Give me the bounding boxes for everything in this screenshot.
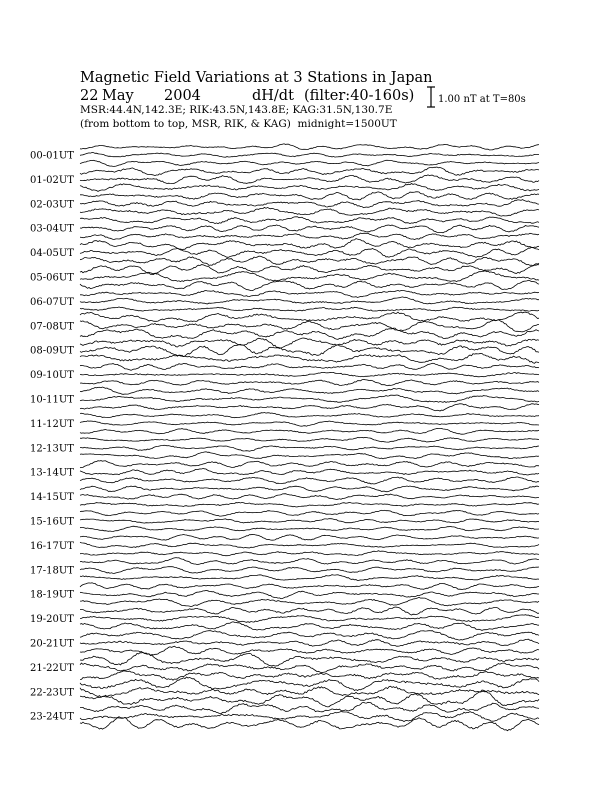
hour-row [30,677,539,707]
station-trace [80,144,539,150]
station-trace [80,387,539,394]
hour-label: 09-10UT [30,370,74,382]
station-trace [80,558,539,565]
scale-bar-label: 1.00 nT at T=80s [438,94,526,105]
hour-label: 18-19UT [30,589,74,601]
hour-label: 22-23UT [30,687,74,699]
station-trace [80,583,539,590]
hour-label: 04-05UT [30,248,74,260]
station-trace [80,271,539,282]
hour-row [30,312,539,339]
hour-label: 08-09UT [30,345,74,357]
hour-label: 06-07UT [30,296,74,308]
hour-row [30,338,539,363]
hour-row [30,167,539,191]
chart-title: Magnetic Field Variations at 3 Stations in Japan [80,70,433,86]
stations-line: MSR:44.4N,142.3E; RIK:43.5N,143.8E; KAG:31.5N,130.7E [80,104,393,116]
hour-label: 11-12UT [30,418,74,430]
station-trace [80,207,539,216]
hour-row [30,607,539,630]
hour-label: 10-11UT [30,394,74,406]
station-trace [80,686,539,697]
hour-label: 02-03UT [30,199,74,211]
station-trace [80,534,539,540]
hour-row [30,558,539,581]
station-trace [80,671,539,680]
station-trace [80,519,539,524]
station-trace [80,413,539,418]
station-trace [80,153,539,158]
hour-label: 20-21UT [30,638,74,650]
station-trace [80,452,539,459]
hour-row [30,144,539,167]
hour-label: 05-06UT [30,272,74,284]
station-trace [80,551,539,556]
station-trace [80,280,539,290]
date-year: 2004 [164,88,201,104]
station-trace [80,690,539,707]
hour-row [30,217,539,240]
station-trace [80,494,539,500]
station-trace [80,421,539,426]
station-trace [80,217,539,224]
station-trace [80,477,539,484]
hour-label: 15-16UT [30,516,74,528]
station-trace [80,510,539,516]
station-trace [80,363,539,370]
station-trace [80,307,539,311]
hour-row [30,461,539,484]
station-trace [80,200,539,208]
station-trace [80,437,539,442]
station-trace [80,167,539,176]
hour-label: 01-02UT [30,174,74,186]
station-trace [80,607,539,615]
hour-row [30,363,539,385]
hour-row [30,290,539,311]
station-trace [80,663,539,673]
hour-label: 07-08UT [30,321,74,333]
station-trace [80,239,539,250]
station-trace [80,445,539,451]
station-trace [80,567,539,574]
hour-row [30,192,539,216]
station-trace [80,486,539,492]
station-trace [80,542,539,548]
station-trace [80,717,539,731]
hour-row [30,583,539,607]
hour-label: 16-17UT [30,540,74,552]
hour-row [30,413,539,435]
hour-label: 12-13UT [30,443,74,455]
station-trace [80,175,539,184]
hour-label: 03-04UT [30,223,74,235]
hour-row [30,702,539,730]
station-trace [80,184,539,192]
date-day: 22 [80,88,99,104]
midnight-note: midnight=1500UT [297,118,397,130]
station-trace [80,461,539,468]
station-trace [80,597,539,606]
station-trace [80,297,539,304]
station-trace [80,395,539,402]
station-trace [80,639,539,646]
station-order-note: (from bottom to top, MSR, RIK, & KAG) [80,118,291,130]
hour-label: 17-18UT [30,565,74,577]
station-trace [80,328,539,339]
station-trace [80,312,539,321]
hour-label: 14-15UT [30,492,74,504]
station-trace [80,469,539,476]
filter-label: (filter:40-160s) [304,88,415,104]
hour-row [30,486,539,507]
station-trace [80,192,539,200]
station-trace [80,712,539,722]
station-trace [80,575,539,581]
station-trace [80,404,539,411]
hour-row [30,534,539,555]
station-trace [80,372,539,376]
hour-label: 21-22UT [30,662,74,674]
station-trace [80,353,539,363]
station-trace [80,502,539,507]
station-trace [80,265,539,275]
date-month: May [102,88,134,104]
station-trace [80,290,539,297]
station-trace [80,160,539,166]
hour-label: 13-14UT [30,467,74,479]
hour-label: 00-01UT [30,150,74,162]
hour-row [30,265,539,291]
hour-row [30,631,539,656]
station-trace [80,225,539,233]
station-trace [80,256,539,266]
station-trace [80,615,539,623]
station-trace [80,428,539,434]
hour-row [30,437,539,458]
station-trace [80,379,539,385]
hour-row [30,510,539,531]
hour-row [30,652,539,680]
hour-row [30,387,539,411]
station-trace [80,622,539,631]
hour-row [30,239,539,266]
quantity-label: dH/dt [252,88,294,104]
station-trace [80,591,539,599]
hour-label: 23-24UT [30,711,74,723]
station-trace [80,631,539,641]
station-trace [80,233,539,240]
hour-label: 19-20UT [30,614,74,626]
station-trace [80,526,539,531]
station-trace [80,247,539,257]
